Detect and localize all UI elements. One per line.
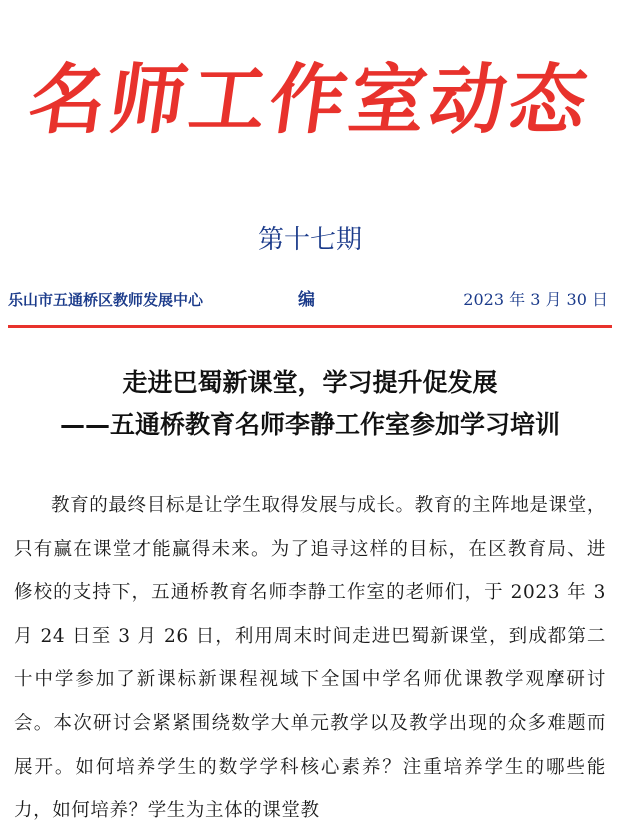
edit-label: 编: [298, 290, 315, 310]
header-divider: [8, 325, 612, 328]
masthead-title: 名师工作室动态: [23, 55, 597, 144]
publication-date: 2023 年 3 月 30 日: [463, 290, 608, 309]
article-headline: 走进巴蜀新课堂，学习提升促发展: [122, 368, 498, 397]
issue-number: 第十七期: [257, 225, 362, 255]
publication-info-bar: [8, 286, 612, 314]
article-headline-block: [0, 362, 620, 446]
publisher-organization: 乐山市五通桥区教师发展中心: [8, 291, 204, 309]
article-body-paragraph: 教育的最终目标是让学生取得发展与成长。教育的主阵地是课堂，只有赢在课堂才能赢得未来。为了追寻这样的目标，在区教育局、进修校的支持下，五通桥教育名师李静工作室的老师们，于 2023 年 3 月 24 日至 3 月 26 日，利用周末时间走进巴蜀新课堂，到成都第二十中学参加了新课标新课程视域下全国中学名师优课教学观摩研讨会。本次研讨会紧紧围绕数学大单元教学以及教学出现的众多难题而展开。如何培养学生的数学学科核心素养？注重培养学生的哪些能力，如何培养？学生为主体的课堂教: [14, 495, 606, 822]
article-subheadline: ——五通桥教育名师李静工作室参加学习培训: [59, 410, 560, 439]
